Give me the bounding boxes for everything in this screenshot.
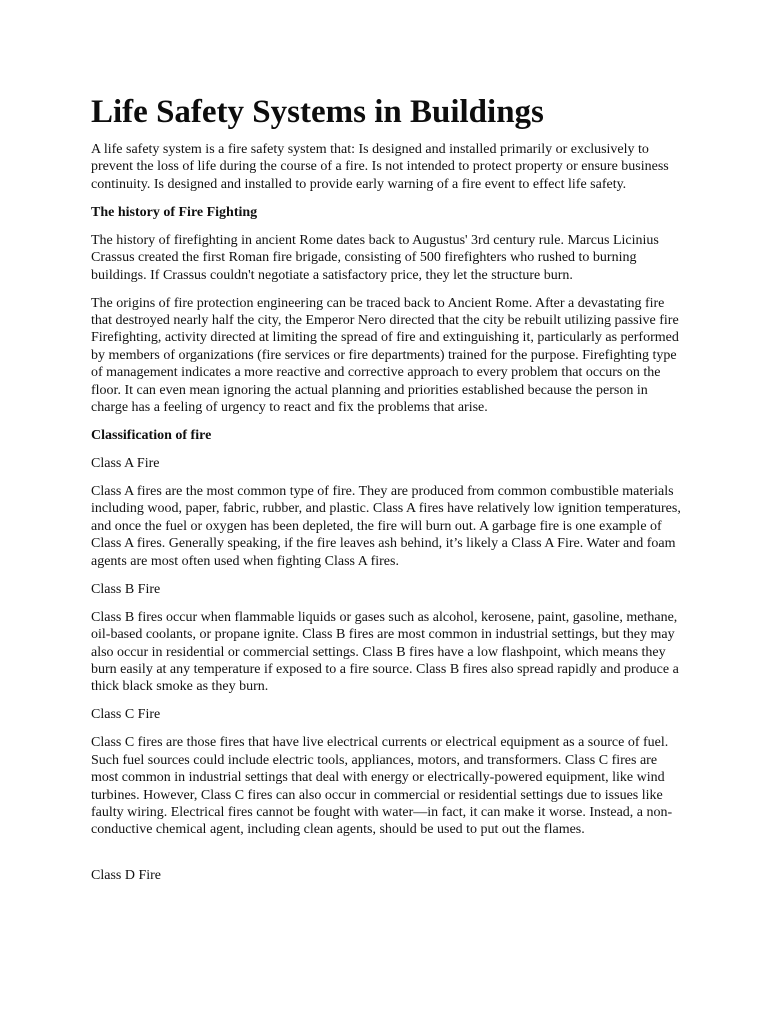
history-heading: The history of Fire Fighting [91, 204, 258, 220]
history-paragraph-2: The origins of fire protection engineering can be traced back to Ancient Rome. After a devastating fire that destroyed nearly half the city, the Emperor Nero directed that the city be rebuilt utilizing passive fire Firefighting, activity directed at limiting the spread of fire and extinguishing it, particularly as performed by members of organizations (fire services or fire departments) trained for the purpose. Firefighting type of management indicates a more reactive and corrective approach to every problem that occurs on the floor. It can even mean ignoring the actual planning and priorities established because the person in charge has a feeling of urgency to react and fix the problems that arise. [91, 295, 679, 416]
class-a-paragraph: Class A fires are the most common type of fire. They are produced from common combustible materials including wood, paper, fabric, rubber, and plastic. Class A fires have relatively low ignition temperatures, and once the fuel or oxygen has been depleted, the fire will burn out. A garbage fire is one example of Class A fires. Generally speaking, if the fire leaves ash behind, it’s likely a Class A Fire. Water and foam agents are most often used when fighting Class A fires. [91, 484, 681, 569]
classification-heading: Classification of fire [91, 428, 212, 444]
class-c-paragraph: Class C fires are those fires that have live electrical currents or electrical equipment as a source of fuel. Such fuel sources could include electric tools, appliances, motors, and transformers. Class C fires are most common in industrial settings that deal with energy or electrically-powered equipment, like wind turbines. However, Class C fires can also occur in commercial or residential settings due to issues like faulty wiring. Electrical fires cannot be fought with water—in fact, it can make it worse. Instead, a non-conductive chemical agent, including clean agents, should be used to put out the flames. [91, 735, 673, 838]
class-b-paragraph: Class B fires occur when flammable liquids or gases such as alcohol, kerosene, paint, gasoline, methane, oil-based coolants, or propane ignite. Class B fires are most common in industrial settings, but they may also occur in residential or commercial settings. Class B fires have a low flashpoint, which means they burn easily at any temperature if exposed to a fire source. Class B fires also spread rapidly and produce a thick black smoke as they burn. [91, 609, 679, 695]
class-a-title: Class A Fire [91, 456, 160, 472]
class-d-title: Class D Fire [91, 867, 161, 883]
document-content [91, 90, 681, 895]
history-paragraph-1: The history of firefighting in ancient Rome dates back to Augustus' 3rd century rule. Marcus Licinius Crassus created the first Roman fire brigade, consisting of 500 firefighters who rushed to burning buildings. If Crassus couldn't negotiate a satisfactory price, they let the structure burn. [91, 232, 659, 283]
class-c-title: Class C Fire [91, 707, 161, 723]
page-title: Life Safety Systems in Buildings [91, 94, 544, 130]
intro-paragraph: A life safety system is a fire safety system that: Is designed and installed primarily or exclusively to prevent the loss of life during the course of a fire. Is not intended to protect property or ensure business continuity. Is designed and installed to provide early warning of a fire event to effect life safety. [91, 142, 669, 192]
class-b-title: Class B Fire [91, 581, 161, 597]
